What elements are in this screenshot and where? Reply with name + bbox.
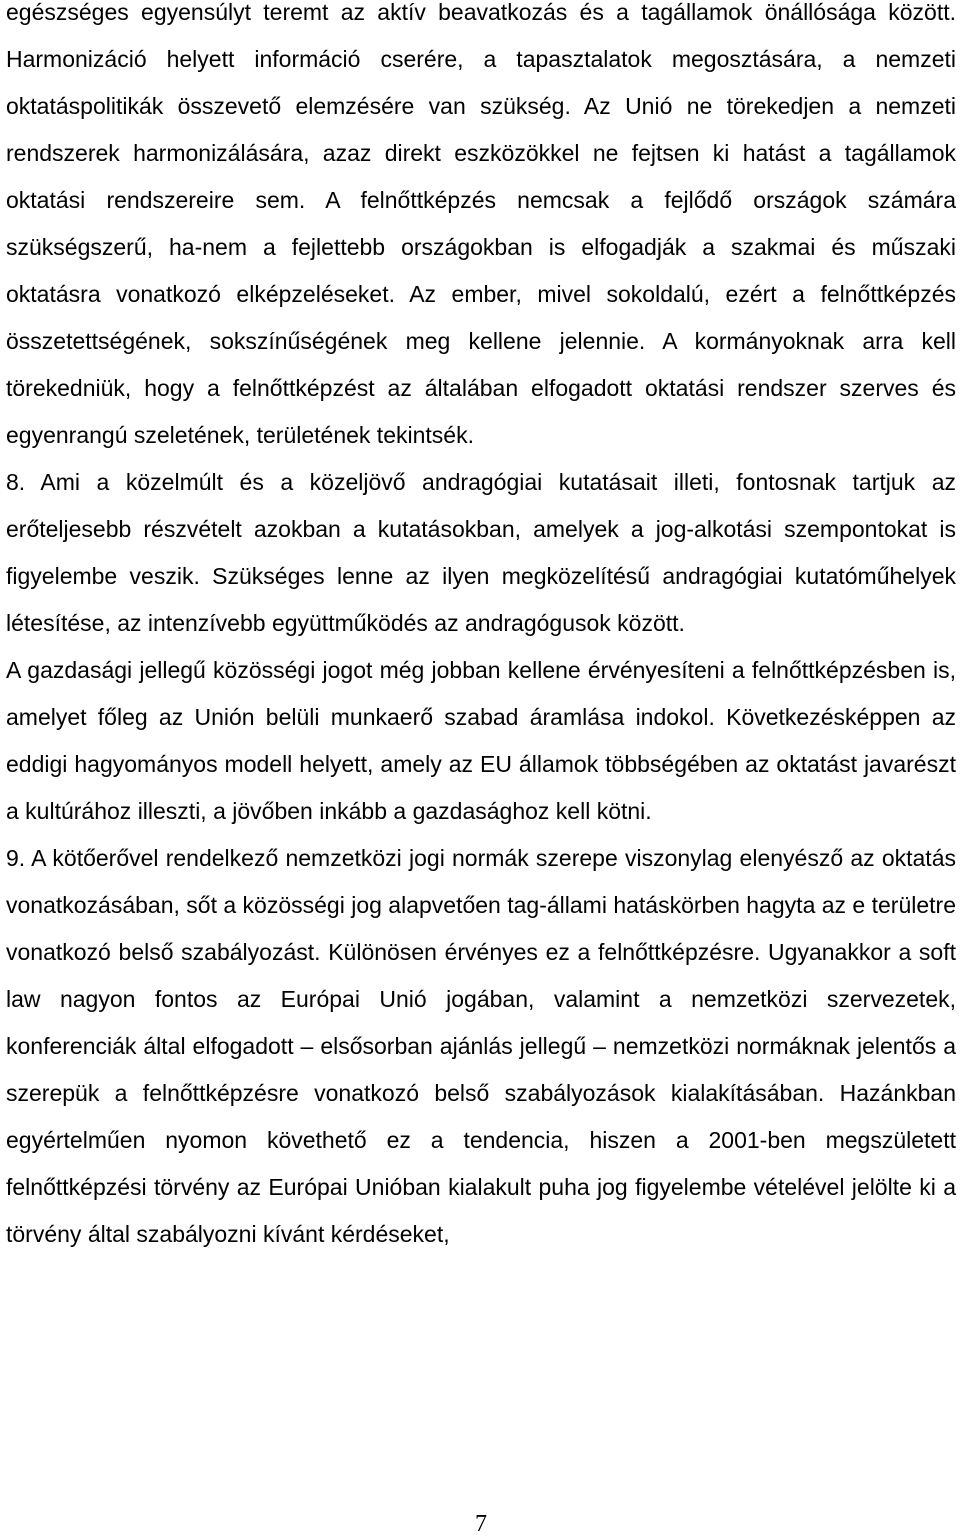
paragraph-point-9: 9. A kötőerővel rendelkező nemzetközi jogi normák szerepe viszonylag elenyésző az oktatás vonatkozásában, sőt a közösségi jog alapvetően tag-állami hatáskörben hagyta az e területre vonatkozó belső szabályozást. Különösen érvényes ez a felnőttképzésre. Ugyanakkor a soft law nagyon fontos az Európai Unió jogában, valamint a nemzetközi szervezetek, konferenciák által elfogadott – elsősorban ajánlás jellegű – nemzetközi normáknak jelentős a szerepük a felnőttképzésre vonatkozó belső szabályozások kialakításában. Hazánkban egyértelműen nyomon követhető ez a tendencia, hiszen a 2001-ben megszületett felnőttképzési törvény az Európai Unióban kialakult puha jog figyelembe vételével jelölte ki a törvény által szabályozni kívánt kérdéseket, — [6, 845, 956, 1247]
paragraph-point-8: 8. Ami a közelmúlt és a közeljövő andragógiai kutatásait illeti, fontosnak tartjuk az erőteljesebb részvételt azokban a kutatásokban, amelyek a jog-alkotási szempontokat is figyelembe veszik. Szükséges lenne az ilyen megközelítésű andragógiai kutatóműhelyek létesítése, az intenzívebb együttműködés az andragógusok között. — [6, 469, 956, 636]
document-body — [6, 0, 956, 1258]
page-number: 7 — [475, 1511, 487, 1537]
paragraph-economic-law: A gazdasági jellegű közösségi jogot még jobban kellene érvényesíteni a felnőttképzésben is, amelyet főleg az Unión belüli munkaerő szabad áramlása indokol. Következésképpen az eddigi hagyományos modell helyett, amely az EU államok többségében az oktatást javarészt a kultúrához illeszti, a jövőben inkább a gazdasághoz kell kötni. — [6, 657, 956, 824]
paragraph-continuation: egészséges egyensúlyt teremt az aktív beavatkozás és a tagállamok önállósága között. Harmonizáció helyett információ cserére, a tapasztalatok megosztására, a nemzeti oktatáspolitikák összevető elemzésére van szükség. Az Unió ne törekedjen a nemzeti rendszerek harmonizálására, azaz direkt eszközökkel ne fejtsen ki hatást a tagállamok oktatási rendszereire sem. A felnőttképzés nemcsak a fejlődő országok számára szükségszerű, ha-nem a fejlettebb országokban is elfogadják a szakmai és műszaki oktatásra vonatkozó elképzeléseket. Az ember, mivel sokoldalú, ezért a felnőttképzés összetettségének, sokszínűségének meg kellene jelennie. A kormányoknak arra kell törekedniük, hogy a felnőttképzést az általában elfogadott oktatási rendszer szerves és egyenrangú szeletének, területének tekintsék. — [6, 0, 956, 448]
